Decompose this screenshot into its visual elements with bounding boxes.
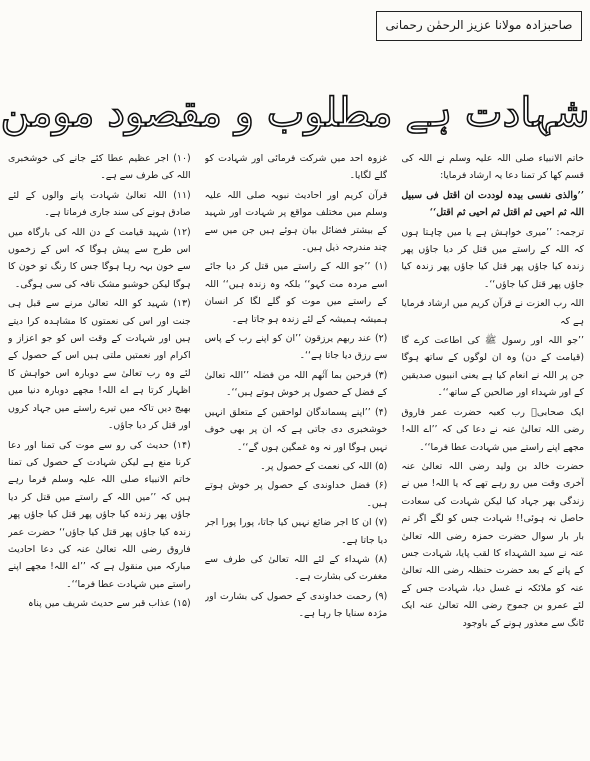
article-paragraph: (۱۱) اللہ تعالیٰ شہادت پانے والوں کے لئے صادق ہونے کی سند جاری فرماتا ہے۔ <box>7 189 191 219</box>
article-paragraph: (۶) فضل خداوندی کے حصول پر خوش ہوتے ہیں۔ <box>204 480 388 509</box>
article-paragraph: (۷) ان کا اجر ضائع نہیں کیا جاتا، پورا پورا اجر دیا جاتا ہے۔ <box>204 517 388 546</box>
article-column <box>401 150 584 754</box>
article-paragraph: (۸) شہداء کے لئے اللہ تعالیٰ کی طرف سے مغفرت کی بشارت ہے۔ <box>204 553 388 583</box>
article-paragraph: قرآن کریم اور احادیث نبویہ صلی اللہ علیہ وسلم میں مختلف مواقع پر شہادت اور شہید کے بیشتر فضائل بیان ہوئے ہیں جن میں سے چند مندرجہ ذیل ہیں۔ <box>204 189 388 254</box>
article-paragraph: (۴) ’’اپنے پسماندگان لواحقین کے متعلق انہیں خوشخبری دی جاتی ہے کہ ان پر بھی خوف نہیں ہوگا اور نہ وہ غمگین ہوں گے‘‘۔ <box>204 406 388 453</box>
article-paragraph: ایک صحابیؓ رب کعبہ حضرت عمر فاروق رضی اللہ تعالیٰ عنہ نے دعا کی کہ ’’اے اللہ! مجھے اپنے راستے میں شہادت عطا فرما‘‘۔ <box>401 406 584 453</box>
article-paragraph: (۱) ’’جو اللہ کے راستے میں قتل کر دیا جائے اسے مردہ مت کہو‘‘ بلکہ وہ زندہ ہیں‘‘ اللہ کے راستے میں موت کو گلے لگا کر انسان ہمیشہ ہمیشہ کے لئے زندہ ہو جاتا ہے۔ <box>204 261 388 325</box>
article-paragraph: خاتم الانبیاء صلی اللہ علیہ وسلم نے اللہ کی قسم کھا کر تمنا دعا یہ ارشاد فرمایا: <box>401 153 584 182</box>
author-byline: صاحبزادہ مولانا عزیز الرحمٰن رحمانی <box>376 11 582 41</box>
article-paragraph: غزوہ احد میں شرکت فرمائی اور شہادت کو گلے لگایا۔ <box>204 153 388 182</box>
article-title: شہادت ہے مطلوب و مقصود مومن <box>0 90 590 136</box>
article-paragraph: ’’جو اللہ اور رسول ﷺ کی اطاعت کرے گا (قیامت کے دن) وہ ان لوگوں کے ساتھ ہوگا جن پر اللہ نے انعام کیا ہے یعنی انبیوں صدیقین کے اور شہداء اور صالحین کے ساتھ‘‘۔ <box>401 335 584 399</box>
article-paragraph: (۱۴) حدیث کی رو سے موت کی تمنا اور دعا کرنا منع ہے لیکن شہادت کے حصول کی تمنا خاتم الانبیاء صلی اللہ علیہ وسلم فرما رہے ہیں کہ ’’میں اللہ کے راستے میں قتل کر دیا جاؤں پھر زندہ کیا جاؤں پھر قتل کیا جاؤں پھر زندہ کیا جاؤں پھر قتل کیا جاؤں‘‘ حضرت عمر فاروق رضی اللہ تعالیٰ عنہ کی دعا احادیث مبارکہ میں منقول ہے کہ ’’اے اللہ! مجھے اپنے راستے میں شہادت عطا فرما‘‘۔ <box>7 439 191 590</box>
article-paragraph: اللہ رب العزت نے قرآن کریم میں ارشاد فرمایا ہے کہ <box>401 298 584 327</box>
article-paragraph: (۱۲) شہید قیامت کے دن اللہ کی بارگاہ میں اس طرح سے پیش ہوگا کہ اس کے زخموں سے خون بہہ رہا ہوگا جس کا رنگ تو خون کا ہوگا لیکن خوشبو مشک نافہ کی سی ہوگی۔ <box>7 226 191 290</box>
article-paragraph: (۹) رحمت خداوندی کے حصول کی بشارت اور مژدہ سنایا جا رہا ہے۔ <box>204 590 388 620</box>
article-paragraph: حضرت خالد بن ولید رضی اللہ تعالیٰ عنہ آخری وقت میں رو رہے تھے کہ یا اللہ! میں نے زندگی بھر جہاد کیا لیکن شہادت کی سعادت حاصل نہ ہوئی!! شہادت جس کو لگے اگر تم بار بار سوال حضرت حمزہ رضی اللہ تعالیٰ عنہ نے سید الشہداء کا لقب پایا، شہادت جس کے پانے کے بعد حضرت حنظلہ رضی اللہ تعالیٰ عنہ کو ملائکہ نے غسل دیا، شہادت جس کے لئے عمرو بن جموح رضی اللہ تعالیٰ عنہ ایک ٹانگ سے معذور ہونے کے باوجود <box>401 460 584 629</box>
article-paragraph: ترجمہ: ’’میری خواہش ہے یا میں چاہتا ہوں کہ اللہ کے راستے میں قتل کر دیا جاؤں پھر زندہ کیا جاؤں پھر قتل کیا جاؤں پھر زندہ کیا جاؤں پھر قتل کیا جاؤں‘‘۔ <box>401 226 584 290</box>
article-paragraph: (۲) عند ربھم یرزقون ’’ان کو اپنے رب کے پاس سے رزق دیا جاتا ہے‘‘۔ <box>204 333 388 362</box>
article-paragraph: (۵) اللہ کی نعمت کے حصول پر۔ <box>260 460 388 472</box>
article-columns <box>8 150 584 754</box>
article-paragraph: (۱۵) عذاب قبر سے حدیث شریف میں پناہ <box>27 598 191 610</box>
article-paragraph: (۱۰) اجر عظیم عطا کئے جانے کی خوشخبری اللہ کی طرف سے ہے۔ <box>7 153 191 182</box>
article-paragraph: (۳) فرحین بما آتٰھم اللہ من فضلہ ’’اللہ تعالیٰ کے فضل کے حصول پر خوش ہوتے ہیں‘‘۔ <box>204 369 388 399</box>
article-paragraph: ’’والذی نفسی بیدہ لوددت ان اقتل فی سبیل اللہ ثم احیی ثم اقتل ثم احیی ثم اقتل‘‘ <box>401 189 584 219</box>
article-column <box>205 150 388 754</box>
article-paragraph: (۱۳) شہید کو اللہ تعالیٰ مرنے سے قبل ہی جنت اور اس کی نعمتوں کا مشاہدہ کرا دیتے ہیں اور شہادت کے وقت اس کو جو اعزاز و اکرام اور نعمتیں ملتی ہیں اس کے حصول کے لئے وہ رب تعالیٰ سے دوبارہ اس خواہش کا اظہار کرتا ہے اے اللہ! مجھے دوبارہ دنیا میں بھیج دیں تاکہ میں تیرے راستے میں جہاد کروں اور قتل کر دیا جاؤں۔ <box>7 298 191 432</box>
article-column <box>8 150 191 754</box>
